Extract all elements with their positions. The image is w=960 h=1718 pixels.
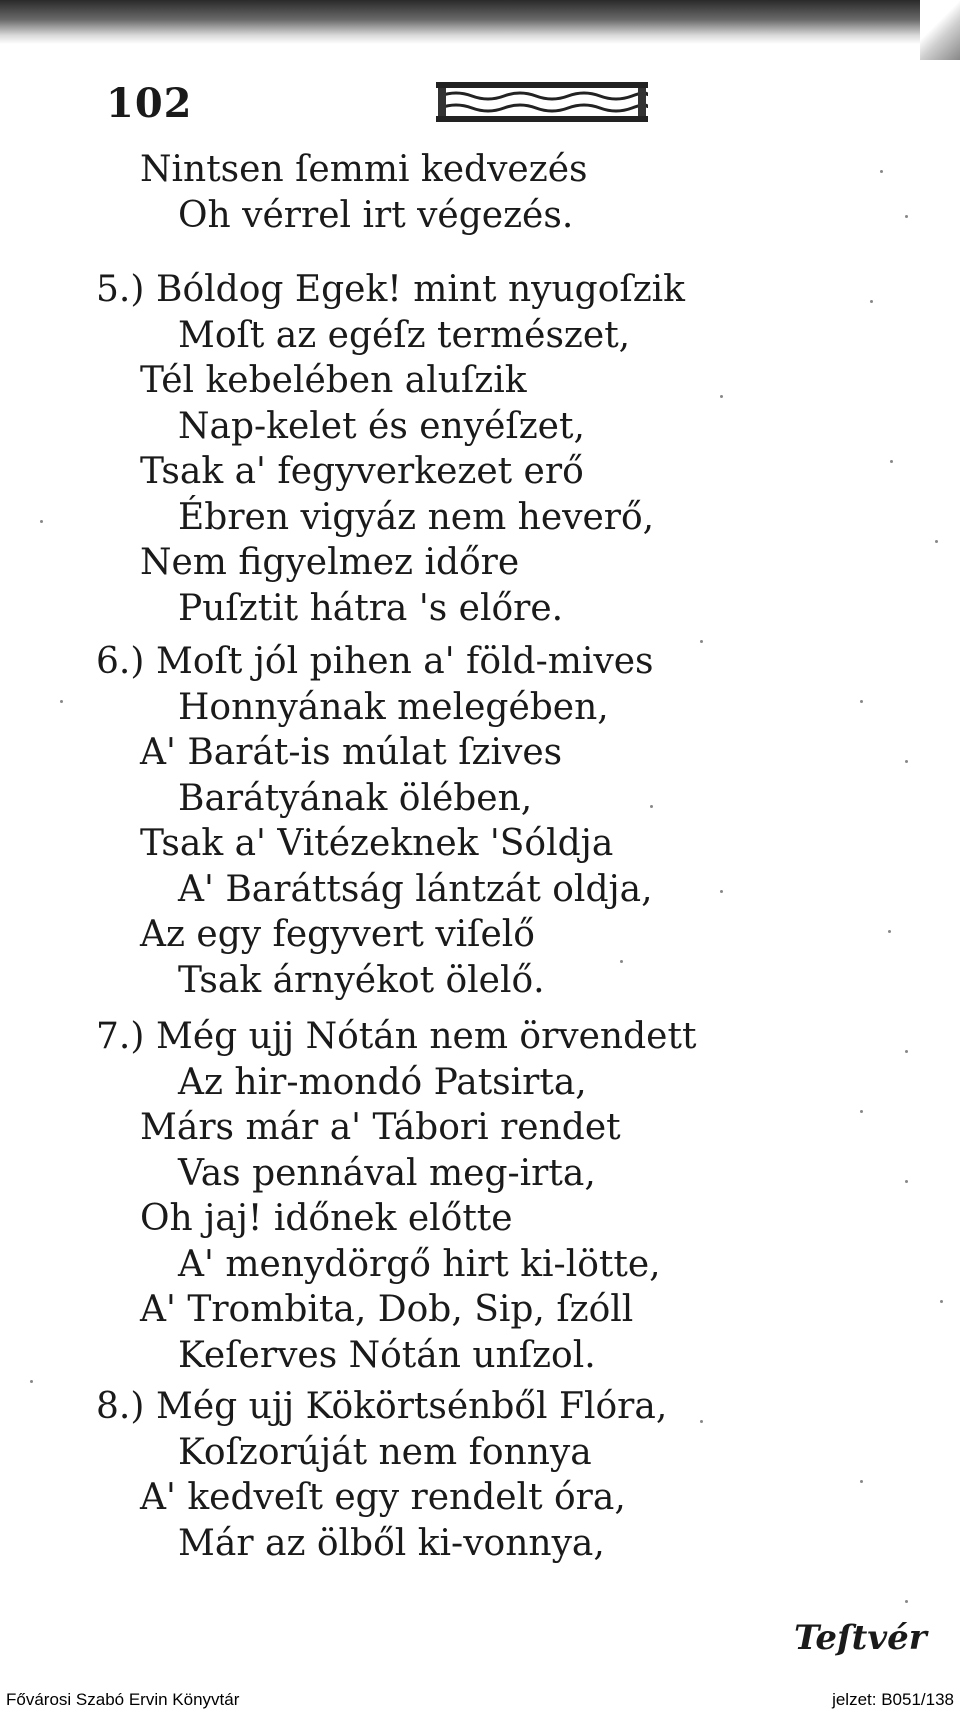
poem-line-text: A' menydörgő hirt ki-lötte, (178, 1243, 661, 1285)
poem-line-text: Nintsen ſemmi kedvezés (140, 149, 588, 190)
poem-line (140, 148, 588, 192)
poem-line (178, 1334, 596, 1378)
scan-speck (870, 300, 873, 303)
poem-line-text: Tsak a' fegyverkezet erő (140, 451, 584, 492)
poem-line (140, 822, 613, 866)
scan-speck (700, 1420, 703, 1423)
poem-line-text: Keſerves Nótán unſzol. (178, 1334, 596, 1376)
poem-line (178, 496, 654, 540)
poem-line-text: Honnyának melegében, (178, 686, 609, 728)
poem-line (178, 314, 630, 358)
poem-line (140, 1288, 633, 1332)
poem-line (96, 640, 654, 684)
scan-speck (905, 1180, 908, 1183)
poem-line (140, 1476, 626, 1520)
poem-line (140, 913, 535, 957)
poem-line (140, 1197, 513, 1241)
poem-line (96, 1015, 696, 1059)
poem-line (96, 1385, 667, 1429)
poem-line-text: Vas pennával meg-irta, (178, 1152, 596, 1194)
poem-line (178, 1522, 605, 1566)
scan-speck (40, 520, 43, 523)
poem-line-text: A' Barát-is múlat ſzives (140, 732, 563, 773)
poem-line-text: Az egy fegyvert viſelő (140, 914, 535, 955)
page-number: 102 (106, 80, 193, 127)
stanza-number: 6.) (96, 641, 145, 682)
poem-line-text: Még ujj Kökörtsénből Flóra, (156, 1386, 668, 1427)
poem-line (178, 1431, 592, 1475)
scan-speck (860, 1110, 863, 1113)
poem-line-text: Nem figyelmez időre (140, 542, 520, 583)
poem-line-text: A' Trombita, Dob, Sip, ſzóll (140, 1289, 634, 1330)
scan-speck (905, 760, 908, 763)
stanza-number: 8.) (96, 1386, 145, 1427)
scan-speck (890, 460, 893, 463)
poem-line-text: Moſt az egéſz természet, (178, 314, 631, 356)
scan-speck (905, 1050, 908, 1053)
scan-speck (905, 1600, 908, 1603)
poem-line (178, 194, 573, 238)
poem-line-text: Tsak árnyékot ölelő. (178, 959, 545, 1001)
poem-line (140, 731, 562, 775)
shelfmark: jelzet: B051/138 (832, 1690, 954, 1709)
scan-corner-fold (920, 0, 960, 60)
poem-line-text: Márs már a' Tábori rendet (140, 1107, 621, 1148)
poem-line (178, 1243, 661, 1287)
poem-line (140, 359, 527, 403)
scan-speck (860, 1480, 863, 1483)
stanza-number: 7.) (96, 1016, 145, 1057)
poem-line (96, 268, 685, 312)
scan-speck (905, 215, 908, 218)
catchword: Teſtvér (794, 1618, 927, 1658)
poem-line-text: Koſzorúját nem fonnya (178, 1431, 592, 1473)
scan-top-edge (0, 0, 960, 44)
scan-speck (650, 805, 653, 808)
poem-line-text: A' Baráttság lántzát oldja, (178, 868, 653, 910)
poem-line (178, 587, 563, 631)
poem-line-text: Moſt jól pihen a' föld-mives (156, 641, 654, 682)
poem-line (140, 541, 519, 585)
scan-speck (700, 640, 703, 643)
poem-line (178, 868, 653, 912)
scan-speck (880, 170, 883, 173)
poem-line (140, 1106, 621, 1150)
library-name: Fővárosi Szabó Ervin Könyvtár (6, 1690, 240, 1709)
poem-line-text: Ébren vigyáz nem heverő, (178, 496, 655, 538)
scan-speck (720, 395, 723, 398)
poem-line-text: Nap-kelet és enyéſzet, (178, 405, 585, 447)
poem-line (178, 405, 585, 449)
poem-line-text: A' kedveſt egy rendelt óra, (140, 1477, 626, 1518)
poem-line (178, 959, 545, 1003)
scan-speck (940, 1300, 943, 1303)
stanza-number: 5.) (96, 269, 145, 310)
poem-line-text: Tsak a' Vitézeknek 'Sóldja (140, 823, 614, 864)
scan-speck (620, 960, 623, 963)
scan-speck (30, 1380, 33, 1383)
poem-line-text: Még ujj Nótán nem örvendett (156, 1016, 697, 1057)
poem-line-text: Tél kebelében aluſzik (140, 360, 527, 401)
scan-speck (860, 700, 863, 703)
poem-line-text: Oh jaj! időnek előtte (140, 1198, 513, 1239)
poem-line-text: Az hir-mondó Patsirta, (178, 1061, 587, 1103)
poem-line-text: Barátyának ölében, (178, 777, 533, 819)
poem-line (178, 777, 532, 821)
poem-line-text: Puſztit hátra 's előre. (178, 587, 564, 629)
poem-line (178, 686, 609, 730)
poem-line (178, 1061, 587, 1105)
scan-speck (720, 890, 723, 893)
scan-speck (935, 540, 938, 543)
poem-line (140, 450, 584, 494)
scan-speck (60, 700, 63, 703)
header-ornament (436, 78, 648, 126)
scan-speck (888, 930, 891, 933)
poem-line-text: Bóldog Egek! mint nyugoſzik (156, 269, 685, 310)
poem-line-text: Oh vérrel irt végezés. (178, 194, 574, 236)
poem-line (178, 1152, 596, 1196)
poem-line-text: Már az ölből ki-vonnya, (178, 1522, 605, 1564)
